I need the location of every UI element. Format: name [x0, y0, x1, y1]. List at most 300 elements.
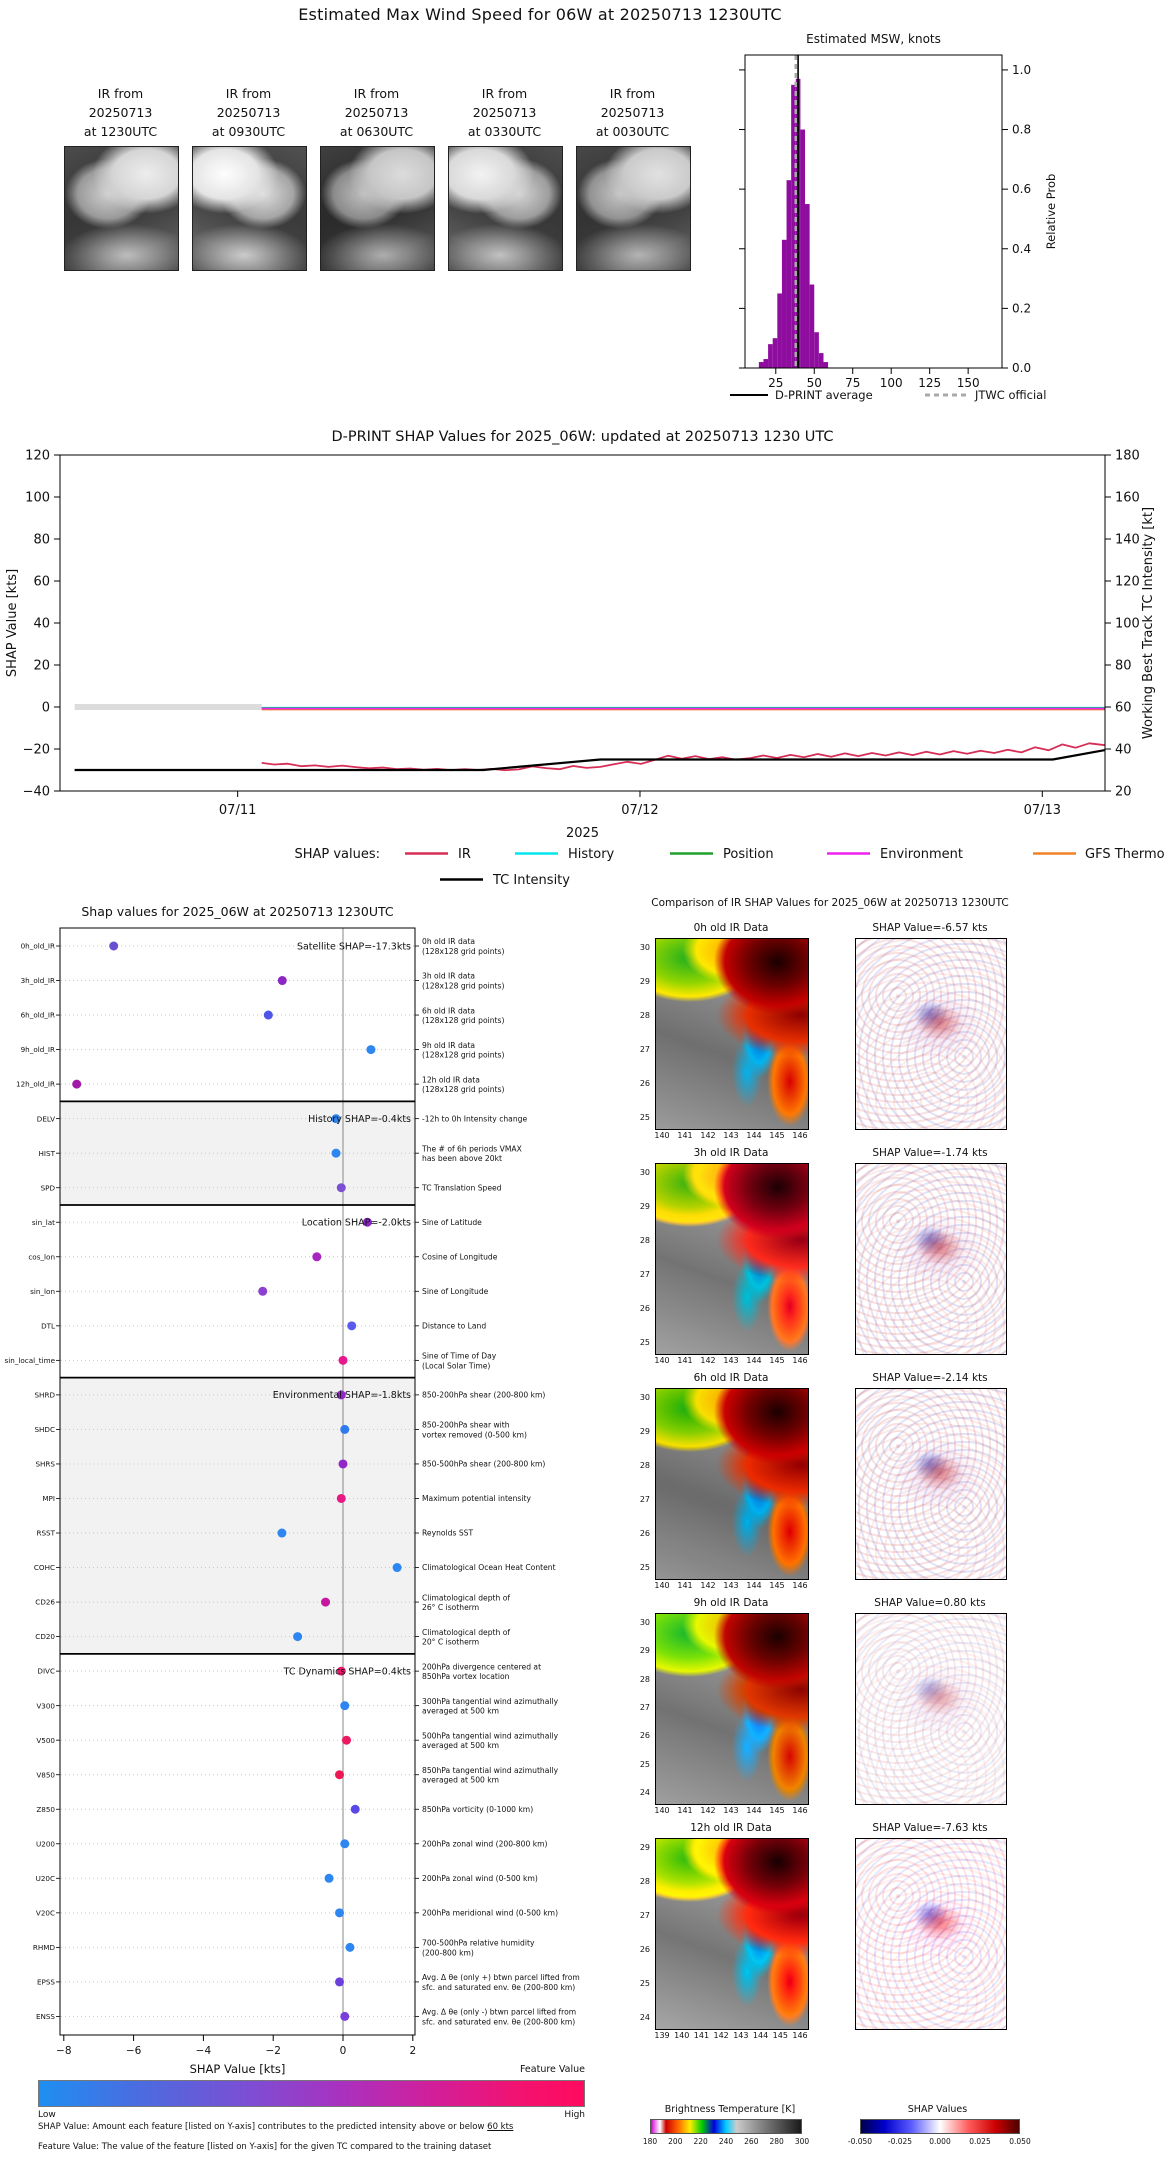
feature-desc-line: 200hPa meridional wind (0-500 km): [422, 1908, 559, 1918]
caption-line: 20250713: [216, 105, 281, 120]
dotplot-xlabel: SHAP Value [kts]: [189, 2062, 286, 2076]
ir-cloud-art: [193, 147, 306, 270]
feature-name-label: V300: [36, 1701, 55, 1711]
feature-name-label: SPD: [40, 1183, 55, 1193]
dotplot-xtick-label: −4: [195, 2045, 212, 2057]
map-ytick-label: 30: [639, 1618, 650, 1627]
shap-dot-CD26: [321, 1598, 330, 1607]
caption-line: IR from: [609, 86, 656, 101]
histogram-ytick-label: 0.8: [1012, 122, 1032, 137]
feature-name-label: ENSS: [35, 2012, 55, 2022]
map-xtick-label: 141: [677, 1356, 693, 1365]
feature-name-label: Z850: [36, 1804, 55, 1814]
timeseries-xlabel: 2025: [565, 826, 600, 841]
histogram-bar: [819, 353, 824, 368]
legend-label-environment: Environment: [880, 847, 964, 862]
feature-value-footnote: [38, 2142, 491, 2152]
left-ytick-label: 20: [33, 658, 50, 674]
shap-value-map: [855, 1388, 1007, 1580]
ir-thumbnail-caption: [192, 84, 305, 141]
bt-colorbar-tick: 240: [718, 2137, 734, 2146]
feature-name-label: 12h_old_IR: [16, 1079, 55, 1089]
map-ytick-label: 30: [639, 943, 650, 952]
series-ir: [262, 743, 1105, 770]
shap-value-map: [855, 1838, 1007, 2030]
timeseries-title: D-PRINT SHAP Values for 2025_06W: updated at 20250713 1230 UTC: [331, 429, 834, 445]
histogram-bar: [782, 240, 787, 368]
right-ytick-label: 100: [1115, 616, 1140, 632]
legend-intro-label: SHAP values:: [294, 847, 380, 862]
shap-dot-0h_old_IR: [109, 942, 118, 951]
histogram-xtick-label: 100: [879, 376, 903, 390]
feature-desc-line: 850-500hPa shear (200-800 km): [422, 1459, 546, 1469]
xtick-label: 07/11: [218, 803, 257, 818]
map-ytick-label: 29: [639, 1427, 650, 1436]
histogram-ytick-label: 0.2: [1012, 301, 1032, 316]
caption-line: at 0930UTC: [211, 124, 286, 139]
right-ytick-label: 40: [1115, 742, 1132, 758]
shap-values-colorbar: [860, 2119, 1020, 2134]
feature-desc-line: Sine of Longitude: [422, 1286, 489, 1296]
section-annotation: History SHAP=-0.4kts: [308, 1113, 411, 1125]
shap-dot-12h_old_IR: [72, 1080, 81, 1089]
map-xtick-label: 140: [654, 1581, 670, 1590]
section-annotation: Environmental SHAP=-1.8kts: [272, 1390, 411, 1402]
left-ytick-label: 80: [33, 532, 50, 548]
shap-dot-3h_old_IR: [278, 976, 287, 985]
feature-desc-line: 26° C isotherm: [422, 1603, 480, 1613]
right-ytick-label: 180: [1115, 448, 1140, 464]
histogram-bar: [777, 293, 782, 368]
map-ytick-label: 25: [639, 1563, 650, 1572]
left-ytick-label: 0: [41, 700, 50, 716]
map-xtick-label: 141: [693, 2031, 710, 2040]
map-xtick-label: 145: [769, 1356, 785, 1365]
feature-desc-line: 850-200hPa shear with: [422, 1420, 510, 1430]
ir-data-map: [655, 938, 809, 1130]
map-ytick-label: 27: [639, 1045, 650, 1054]
map-xtick-label: 142: [700, 1581, 716, 1590]
bt-colorbar-tick: 220: [693, 2137, 708, 2146]
histogram-ytick-label: 0.6: [1012, 182, 1032, 197]
feature-desc-line: 9h old IR data: [422, 1040, 476, 1050]
feature-desc-line: (128x128 grid points): [422, 981, 505, 991]
ir-cloud-art: [577, 147, 690, 270]
feature-desc-line: 12h old IR data: [422, 1075, 480, 1085]
map-ytick-label: 28: [639, 1461, 650, 1470]
feature-desc-line: Distance to Land: [422, 1321, 487, 1331]
caption-line: 20250713: [88, 105, 153, 120]
histogram-bar: [800, 130, 805, 368]
map-ytick-label: 28: [639, 1877, 650, 1886]
histogram-ytick-label: 0.4: [1012, 241, 1032, 256]
map-xtick-label: 146: [792, 2031, 808, 2040]
histogram-bar: [787, 180, 792, 368]
map-xtick-label: 140: [654, 1806, 670, 1815]
shap-map-title: SHAP Value=-2.14 kts: [872, 1372, 988, 1384]
caption-line: IR from: [481, 86, 528, 101]
shap-dot-DTL: [347, 1321, 356, 1330]
histogram-bar: [773, 338, 778, 368]
shap-value-footnote-label: SHAP Value:: [38, 2122, 90, 2132]
bt-colorbar-tick: 300: [794, 2137, 810, 2146]
ir-map-title: 9h old IR Data: [693, 1597, 769, 1609]
ir-thumbnail-caption: [448, 84, 561, 141]
brightness-temp-colorbar-title: Brightness Temperature [K]: [664, 2104, 796, 2115]
feature-name-label: cos_lon: [28, 1252, 55, 1262]
dotplot-xtick-label: −6: [125, 2045, 142, 2057]
feature-name-label: V850: [36, 1770, 55, 1780]
ir-map-title: 3h old IR Data: [693, 1147, 769, 1159]
dotplot-xtick-label: 2: [409, 2045, 417, 2057]
feature-desc-line: Sine of Latitude: [422, 1217, 482, 1227]
legend-label-gfs-thermo: GFS Thermo: [1085, 847, 1165, 862]
feature-name-label: sin_lon: [30, 1286, 55, 1296]
shap-map-title: SHAP Value=-1.74 kts: [872, 1147, 988, 1159]
feature-desc-line: (128x128 grid points): [422, 1050, 505, 1060]
feature-desc-line: TC Translation Speed: [422, 1183, 502, 1193]
feature-value-footnote-label: Feature Value:: [38, 2142, 100, 2152]
histogram-xtick-label: 25: [768, 376, 784, 390]
ir-thumbnail-caption: [64, 84, 177, 141]
left-ytick-label: −20: [22, 742, 50, 758]
shap-dot-SHDC: [340, 1425, 349, 1434]
ir-data-map: [655, 1613, 809, 1805]
ir-map-title: 12h old IR Data: [690, 1822, 772, 1834]
map-xtick-label: 142: [700, 1806, 716, 1815]
feature-desc-line: 500hPa tangential wind azimuthally: [422, 1731, 559, 1741]
map-ytick-label: 29: [639, 1646, 650, 1656]
shap-colorbar-tick: -0.050: [847, 2137, 873, 2146]
map-xtick-label: 146: [792, 1131, 808, 1140]
map-ytick-label: 26: [639, 1945, 650, 1954]
shap-dot-9h_old_IR: [366, 1045, 375, 1054]
map-xtick-label: 141: [677, 1131, 693, 1140]
map-ytick-label: 24: [639, 1788, 650, 1797]
legend-label-position: Position: [723, 847, 774, 862]
shap-dotplot-chart: [0, 895, 650, 2077]
histogram-bar: [759, 362, 764, 368]
right-ytick-label: 160: [1115, 490, 1140, 506]
comparison-title: Comparison of IR SHAP Values for 2025_06W at 20250713 1230UTC: [651, 897, 1009, 909]
histogram-xtick-label: 75: [845, 376, 861, 390]
histogram-title: Estimated MSW, knots: [806, 32, 941, 46]
dotplot-xtick-label: −2: [265, 2045, 281, 2057]
bt-colorbar-tick: 180: [642, 2137, 658, 2146]
feature-desc-line: 300hPa tangential wind azimuthally: [422, 1696, 559, 1706]
msw-histogram: [725, 28, 1168, 420]
map-xtick-label: 140: [654, 1131, 670, 1140]
map-xtick-label: 143: [723, 1581, 739, 1590]
caption-line: at 0630UTC: [339, 124, 414, 139]
shap-dot-MPI: [337, 1494, 346, 1503]
feature-desc-line: Cosine of Longitude: [422, 1252, 498, 1262]
right-ytick-label: 20: [1115, 784, 1132, 800]
dprint-average-legend-label: D-PRINT average: [775, 388, 873, 402]
shap-colorbar-tick: -0.025: [887, 2137, 913, 2146]
ir-map-title: 6h old IR Data: [693, 1372, 769, 1384]
feature-desc-line: 200hPa divergence centered at: [422, 1662, 542, 1672]
ir-thumbnail-image: [576, 146, 691, 271]
feature-desc-line: sfc. and saturated env. θe (200-800 km): [422, 2017, 576, 2027]
caption-line: at 0030UTC: [595, 124, 670, 139]
shap-dot-6h_old_IR: [264, 1011, 273, 1020]
feature-desc-line: (128x128 grid points): [422, 947, 505, 956]
ir-thumbnail-image: [192, 146, 307, 271]
map-ytick-label: 24: [639, 2013, 650, 2022]
xtick-label: 07/13: [1023, 803, 1062, 818]
feature-name-label: 3h_old_IR: [20, 976, 55, 986]
feature-name-label: U20C: [35, 1873, 55, 1883]
ir-data-map: [655, 1388, 809, 1580]
feature-value-colorbar-title: Feature Value: [519, 2064, 585, 2075]
timeseries-frame: [60, 455, 1105, 791]
shap-heatmap-art: [856, 1839, 1006, 2029]
shap-timeseries-chart: [0, 425, 1168, 900]
histogram-bar: [810, 285, 815, 368]
histogram-bar: [823, 362, 828, 368]
shap-dot-RSST: [277, 1529, 286, 1538]
ir-cloud-art: [321, 147, 434, 270]
map-xtick-label: 142: [713, 2031, 729, 2040]
shap-dot-U200: [340, 1839, 349, 1848]
timeseries-left-ylabel: SHAP Value [kts]: [5, 568, 20, 678]
shap-dot-U20C: [325, 1874, 334, 1883]
map-ytick-label: 30: [639, 1393, 650, 1402]
feature-desc-line: (Local Solar Time): [422, 1361, 491, 1371]
feature-desc-line: The # of 6h periods VMAX: [422, 1144, 522, 1154]
feature-desc-line: Climatological Ocean Heat Content: [422, 1563, 556, 1573]
feature-name-label: DELV: [36, 1114, 55, 1124]
xtick-label: 07/12: [621, 803, 659, 818]
map-xtick-label: 142: [700, 1356, 716, 1365]
caption-line: IR from: [353, 86, 400, 101]
right-ytick-label: 60: [1115, 700, 1132, 716]
ir-colormap-art: [656, 1389, 808, 1579]
bt-colorbar-tick: 280: [769, 2137, 784, 2146]
histogram-ylabel: Relative Prob: [1044, 173, 1058, 250]
map-ytick-label: 25: [639, 1759, 650, 1769]
feature-desc-line: averaged at 500 km: [422, 1741, 500, 1751]
map-ytick-label: 26: [639, 1304, 650, 1313]
shap-map-title: SHAP Value=0.80 kts: [874, 1597, 986, 1609]
map-ytick-label: 28: [639, 1236, 650, 1245]
shap-dot-cos_lon: [312, 1252, 321, 1261]
map-xtick-label: 145: [769, 1131, 785, 1140]
feature-value-low-label: Low: [38, 2110, 56, 2120]
shap-dot-sin_local_time: [339, 1356, 348, 1365]
feature-name-label: HIST: [38, 1148, 55, 1158]
histogram-bar: [763, 359, 768, 368]
feature-name-label: COHC: [33, 1563, 55, 1573]
map-ytick-label: 27: [639, 1911, 650, 1920]
shap-value-footnote-underline: 60 kts: [487, 2122, 514, 2132]
feature-desc-line: Climatological depth of: [422, 1627, 511, 1637]
feature-desc-line: 20° C isotherm: [422, 1637, 480, 1647]
shap-heatmap-art: [856, 1614, 1006, 1804]
map-ytick-label: 25: [639, 1979, 650, 1988]
map-xtick-label: 143: [733, 2031, 749, 2040]
feature-desc-line: 850hPa vortex location: [422, 1672, 510, 1682]
ir-colormap-art: [656, 1614, 808, 1804]
section-shading: [60, 1378, 415, 1654]
shap-dot-V850: [335, 1770, 344, 1779]
feature-desc-line: (128x128 grid points): [422, 1016, 505, 1026]
legend-label-history: History: [568, 847, 615, 862]
map-xtick-label: 144: [752, 2031, 769, 2040]
feature-desc-line: 850-200hPa shear (200-800 km): [422, 1390, 546, 1400]
feature-desc-line: averaged at 500 km: [422, 1775, 500, 1785]
feature-desc-line: 850hPa tangential wind azimuthally: [422, 1765, 559, 1775]
histogram-bar: [805, 204, 810, 368]
shap-value-footnote-text: Amount each feature [listed on Y-axis] contributes to the predicted intensity above or below: [89, 2122, 488, 2132]
feature-desc-line: Avg. Δ θe (only -) btwn parcel lifted from: [422, 2007, 577, 2017]
shap-dot-V20C: [335, 1908, 344, 1917]
feature-name-label: EPSS: [36, 1977, 55, 1987]
feature-desc-line: (128x128 grid points): [422, 1085, 505, 1095]
left-ytick-label: 100: [25, 490, 50, 506]
map-xtick-label: 139: [654, 2031, 670, 2040]
map-xtick-label: 145: [769, 1581, 785, 1590]
map-xtick-label: 140: [674, 2031, 690, 2040]
caption-line: at 0330UTC: [467, 124, 542, 139]
ir-colormap-art: [656, 1839, 808, 2029]
map-xtick-label: 144: [746, 1806, 762, 1815]
map-ytick-label: 26: [639, 1079, 650, 1088]
page-title: Estimated Max Wind Speed for 06W at 20250713 1230UTC: [298, 5, 782, 24]
caption-line: 20250713: [600, 105, 665, 120]
ir-thumbnail-caption: [576, 84, 689, 141]
map-ytick-label: 25: [639, 1338, 650, 1347]
map-xtick-label: 144: [746, 1581, 762, 1590]
shap-map-title: SHAP Value=-7.63 kts: [872, 1822, 988, 1834]
feature-desc-line: 200hPa zonal wind (200-800 km): [422, 1839, 548, 1849]
shap-colorbar-tick: 0.050: [1009, 2137, 1031, 2146]
map-ytick-label: 28: [639, 1674, 650, 1684]
feature-name-label: U200: [36, 1839, 55, 1849]
map-xtick-label: 143: [723, 1356, 739, 1365]
map-ytick-label: 30: [639, 1168, 650, 1177]
histogram-xtick-label: 50: [806, 376, 822, 390]
shap-dot-V500: [342, 1736, 351, 1745]
feature-name-label: SHDC: [34, 1425, 55, 1435]
left-ytick-label: −40: [22, 784, 50, 800]
map-xtick-label: 144: [746, 1131, 762, 1140]
map-ytick-label: 26: [639, 1529, 650, 1538]
section-annotation: Satellite SHAP=-17.3kts: [296, 941, 411, 953]
feature-name-label: MPI: [42, 1494, 55, 1504]
shap-dot-COHC: [393, 1563, 402, 1572]
map-xtick-label: 143: [723, 1806, 739, 1815]
ir-colormap-art: [656, 939, 808, 1129]
shap-values-colorbar-title: SHAP Values: [907, 2104, 968, 2115]
dotplot-xtick-label: −8: [56, 2045, 72, 2057]
map-xtick-label: 146: [792, 1581, 808, 1590]
ir-thumbnail-caption: [320, 84, 433, 141]
legend-label-tc-intensity: TC Intensity: [493, 873, 570, 888]
shap-heatmap-art: [856, 1164, 1006, 1354]
shap-heatmap-art: [856, 939, 1006, 1129]
feature-name-label: V500: [36, 1735, 55, 1745]
shap-value-map: [855, 1613, 1007, 1805]
feature-desc-line: Reynolds SST: [422, 1528, 474, 1538]
caption-line: 20250713: [472, 105, 537, 120]
feature-name-label: 9h_old_IR: [20, 1045, 55, 1055]
shap-dot-sin_lon: [258, 1287, 267, 1296]
map-xtick-label: 140: [654, 1356, 670, 1365]
shap-dot-SHRS: [339, 1459, 348, 1468]
map-ytick-label: 29: [639, 977, 650, 986]
feature-desc-line: has been above 20kt: [422, 1154, 502, 1164]
histogram-ytick-label: 0.0: [1012, 361, 1032, 375]
map-xtick-label: 142: [700, 1131, 716, 1140]
shap-value-footnote: [38, 2122, 513, 2132]
shap-dot-V300: [340, 1701, 349, 1710]
feature-value-high-label: High: [564, 2110, 585, 2120]
feature-value-footnote-text: The value of the feature [listed on Y-axis] for the given TC compared to the training dataset: [99, 2142, 492, 2152]
feature-name-label: sin_lat: [31, 1217, 55, 1227]
shap-dot-HIST: [332, 1149, 341, 1158]
bt-colorbar-tick: 200: [668, 2137, 683, 2146]
shap-dot-RHMD: [345, 1943, 354, 1952]
shap-dot-Z850: [351, 1805, 360, 1814]
dotplot-xtick-label: 0: [339, 2045, 347, 2057]
map-ytick-label: 27: [639, 1495, 650, 1504]
ir-thumbnail-image: [448, 146, 563, 271]
feature-name-label: RHMD: [32, 1942, 55, 1952]
right-ytick-label: 140: [1115, 532, 1140, 548]
ir-data-map: [655, 1838, 809, 2030]
ir-map-title: 0h old IR Data: [693, 922, 769, 934]
shap-heatmap-art: [856, 1389, 1006, 1579]
map-xtick-label: 145: [772, 2031, 788, 2040]
feature-value-colorbar: [38, 2080, 585, 2107]
right-ytick-label: 120: [1115, 574, 1140, 590]
feature-desc-line: 700-500hPa relative humidity: [422, 1938, 535, 1948]
map-xtick-label: 146: [792, 1806, 808, 1815]
histogram-ytick-label: 1.0: [1012, 62, 1032, 77]
feature-desc-line: 850hPa vorticity (0-1000 km): [422, 1804, 534, 1814]
feature-name-label: DIVC: [37, 1666, 55, 1676]
feature-desc-line: Climatological depth of: [422, 1593, 511, 1603]
caption-line: 20250713: [344, 105, 409, 120]
feature-name-label: CD20: [35, 1632, 55, 1642]
map-ytick-label: 27: [639, 1703, 650, 1712]
feature-desc-line: vortex removed (0-500 km): [422, 1430, 527, 1440]
shap-value-map: [855, 1163, 1007, 1355]
feature-desc-line: Maximum potential intensity: [422, 1494, 531, 1504]
map-xtick-label: 141: [677, 1806, 693, 1815]
caption-line: at 1230UTC: [83, 124, 158, 139]
histogram-xtick-label: 125: [918, 376, 942, 390]
shap-dot-EPSS: [335, 1977, 344, 1986]
map-ytick-label: 28: [639, 1011, 650, 1020]
feature-desc-line: averaged at 500 km: [422, 1706, 500, 1716]
histogram-xtick-label: 150: [956, 376, 980, 390]
left-ytick-label: 40: [33, 616, 50, 632]
left-ytick-label: 60: [33, 574, 50, 590]
caption-line: IR from: [97, 86, 144, 101]
map-ytick-label: 29: [639, 1202, 650, 1211]
map-ytick-label: 27: [639, 1270, 650, 1279]
map-ytick-label: 25: [639, 1113, 650, 1122]
ir-thumbnail-image: [320, 146, 435, 271]
left-ytick-label: 120: [25, 448, 50, 464]
feature-name-label: DTL: [41, 1321, 55, 1331]
feature-name-label: V20C: [35, 1908, 55, 1918]
section-annotation: TC Dynamics SHAP=0.4kts: [283, 1666, 411, 1678]
map-xtick-label: 144: [746, 1356, 762, 1365]
